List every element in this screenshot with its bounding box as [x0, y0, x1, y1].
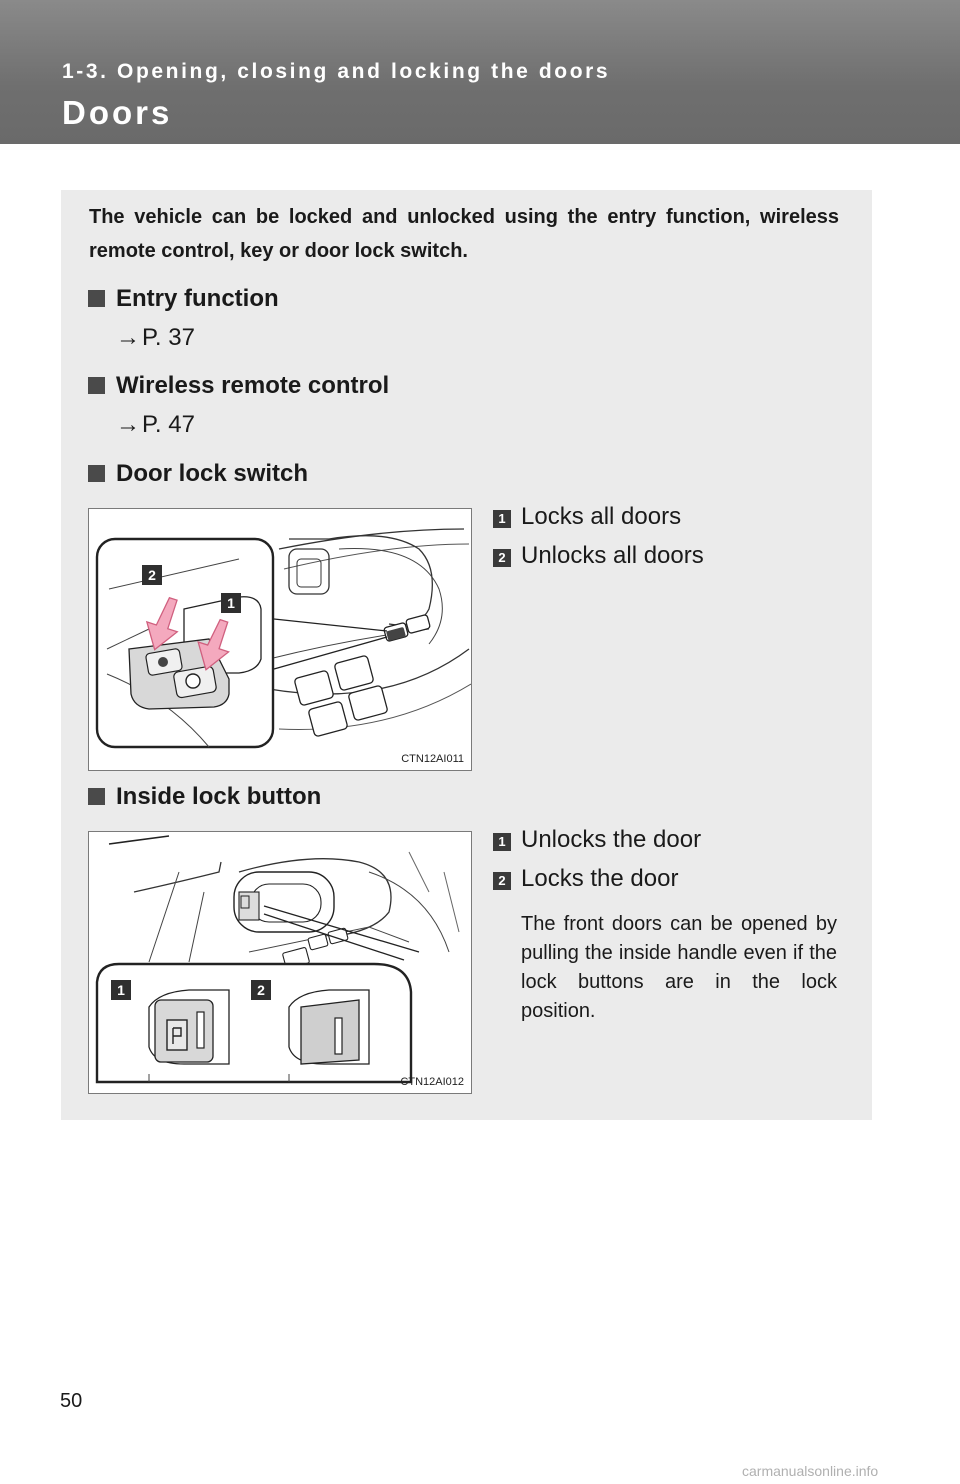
svg-text:1: 1 — [117, 982, 125, 998]
number-badge-icon: 1 — [493, 833, 511, 851]
door-lock-switch-illustration — [89, 509, 471, 770]
number-badge-icon: 2 — [493, 872, 511, 890]
page-title: Doors — [62, 94, 173, 131]
svg-text:2: 2 — [257, 982, 265, 998]
chapter-header — [0, 0, 960, 144]
inside-lock-item-1: 1 Unlocks the door — [493, 826, 701, 854]
door-lock-switch-figure — [88, 508, 472, 771]
square-bullet-icon — [88, 377, 105, 394]
intro-text: The vehicle can be locked and unlocked using the entry function, wireless remote control, key or door lock switch. — [89, 206, 839, 262]
number-badge-icon: 2 — [493, 549, 511, 567]
svg-text:1: 1 — [227, 595, 235, 611]
heading-wireless-remote: Wireless remote control — [88, 372, 389, 400]
svg-text:2: 2 — [148, 567, 156, 583]
square-bullet-icon — [88, 290, 105, 307]
figure-code: CTN12AI011 — [401, 753, 464, 765]
heading-inside-lock-button: Inside lock button — [88, 783, 321, 811]
square-bullet-icon — [88, 465, 105, 482]
arrow-right-icon: → — [116, 411, 140, 438]
door-lock-item-1: 1 Locks all doors — [493, 503, 681, 531]
inside-lock-button-illustration — [89, 832, 471, 1093]
inside-lock-button-figure — [88, 831, 472, 1094]
door-lock-item-2: 2 Unlocks all doors — [493, 542, 704, 570]
heading-door-lock-switch: Door lock switch — [88, 460, 308, 488]
arrow-right-icon: → — [116, 324, 140, 351]
ref-entry-function[interactable]: →P. 37 — [116, 324, 195, 351]
section-title: 1-3. Opening, closing and locking the doors — [62, 60, 611, 83]
heading-entry-function: Entry function — [88, 285, 279, 313]
inside-lock-note: The front doors can be opened by pulling the inside handle even if the lock buttons are in the lock position. — [521, 913, 837, 1022]
inside-lock-item-2: 2 Locks the door — [493, 865, 678, 893]
ref-wireless-remote[interactable]: →P. 47 — [116, 411, 195, 438]
watermark: carmanualsonline.info — [742, 1463, 879, 1479]
page-number: 50 — [60, 1390, 83, 1412]
number-badge-icon: 1 — [493, 510, 511, 528]
figure-code: CTN12AI012 — [400, 1076, 464, 1088]
square-bullet-icon — [88, 788, 105, 805]
